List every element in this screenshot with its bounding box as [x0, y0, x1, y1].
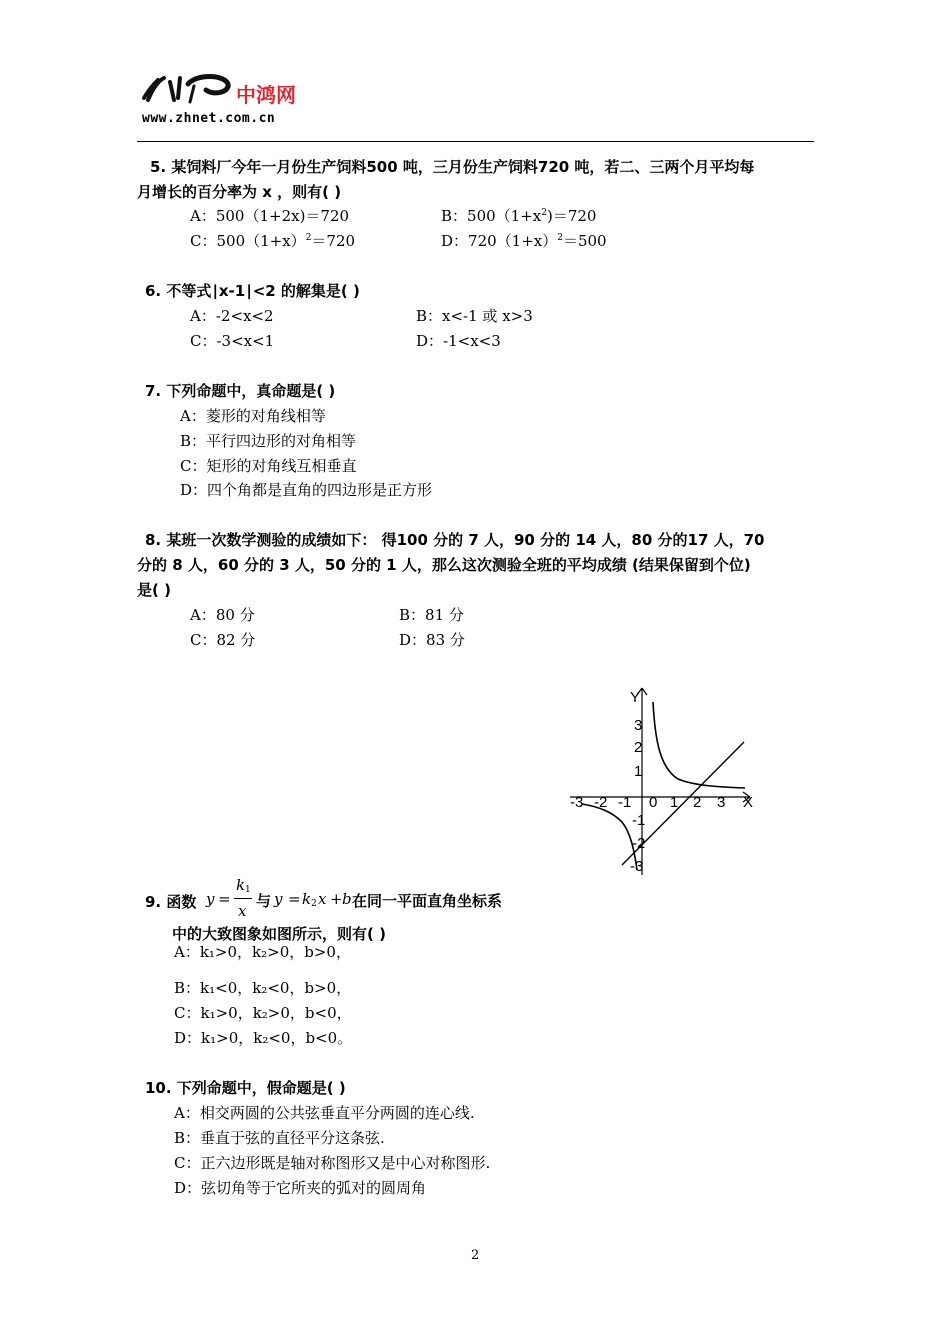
q9-option-d: D：k₁>0，k₂<0，b<0。: [174, 1029, 353, 1047]
function-graph: [560, 680, 770, 880]
q8-option-d: D：83 分: [399, 631, 465, 649]
x-tick-2: 2: [693, 794, 702, 811]
y-tick-neg3: -3: [630, 858, 644, 875]
q6-option-b: B：x<-1 或 x>3: [416, 307, 533, 325]
q8-option-c: C：82 分: [190, 631, 256, 649]
q8-stem-line3: 是( ): [137, 581, 171, 599]
x-tick-3: 3: [717, 794, 726, 811]
q6-option-d: D：-1<x<3: [416, 332, 501, 350]
q5-option-d: D：$720(1+x)^2=500$: [441, 232, 607, 250]
q9-option-a: A：k₁>0，k₂>0，b>0，: [174, 943, 351, 961]
q7-option-b: B：平行四边形的对角相等: [180, 432, 357, 450]
y-axis-label: Y: [630, 689, 641, 706]
q7-stem: 7. 下列命题中，真命题是( ): [145, 382, 336, 400]
q9-option-c: C：k₁>0，k₂>0，b<0，: [174, 1004, 352, 1022]
y-tick-3: 3: [634, 717, 643, 734]
x-tick-neg3: -3: [570, 794, 584, 811]
y-tick-neg1: -1: [632, 812, 646, 829]
q10-option-a: A：相交两圆的公共弦垂直平分两圆的连心线.: [174, 1104, 475, 1122]
q9-stem-line2: 中的大致图象如图所示，则有( ): [172, 925, 386, 943]
y-tick-2: 2: [634, 739, 643, 756]
q10-option-b: B：垂直于弦的直径平分这条弦.: [174, 1129, 385, 1147]
x-tick-1: 1: [670, 794, 679, 811]
q6-option-c: C：-3<x<1: [190, 332, 275, 350]
q5-option-a: A：500（1+2x)＝720: [190, 207, 350, 225]
q9-option-b: B：k₁<0，k₂<0，b>0，: [174, 979, 352, 997]
q10-option-d: D：弦切角等于它所夹的弧对的圆周角: [174, 1179, 427, 1197]
q7-option-d: D：四个角都是直角的四边形是正方形: [180, 481, 433, 499]
q9-number: 9. 函数: [145, 893, 197, 911]
hyperbola-branch-left: [582, 804, 637, 870]
x-tick-neg1: -1: [618, 794, 632, 811]
y-tick-1: 1: [634, 763, 643, 780]
origin-label: 0: [649, 794, 658, 811]
q5-option-c: C：$500(1+x)^2=720$: [190, 232, 356, 250]
q7-option-c: C：矩形的对角线互相垂直: [180, 457, 357, 475]
q8-stem-line1: 8. 某班一次数学测验的成绩如下： 得100 分的 7 人，90 分的 14 人，80 分的17 人，70: [145, 531, 765, 549]
page-number: 2: [471, 1248, 480, 1263]
q8-option-a: A：80 分: [190, 606, 255, 624]
q10-option-c: C：正六边形既是轴对称图形又是中心对称图形.: [174, 1154, 491, 1172]
logo-url: www.zhnet.com.cn: [142, 111, 276, 126]
q5-option-b: B：$500(1+x^2)=720$: [441, 207, 597, 225]
logo-text-cn: 中鸿网: [236, 83, 296, 107]
q5-stem-line2: 月增长的百分率为 x ，则有( ): [137, 183, 342, 201]
q10-stem: 10. 下列命题中，假命题是( ): [145, 1079, 346, 1097]
q8-stem-line2: 分的 8 人，60 分的 3 人，50 分的 1 人，那么这次测验全班的平均成绩 (结果保留到个位): [137, 556, 751, 574]
q5-stem-line1: 5. 某饲料厂今年一月份生产饲料500 吨，三月份生产饲料720 吨，若二、三两个月平均每: [150, 158, 755, 176]
q8-option-b: B：81 分: [399, 606, 464, 624]
q9-formula: y = k 1 x 与 y = k 2 x + b 在同一平面直角坐标系: [206, 876, 503, 920]
x-axis-label: X: [743, 794, 754, 811]
q7-option-a: A：菱形的对角线相等: [180, 407, 326, 425]
x-tick-neg2: -2: [594, 794, 608, 811]
q6-stem: 6. 不等式∣x-1∣<2 的解集是( ): [145, 282, 360, 300]
header-divider: [137, 141, 814, 142]
hyperbola-branch-right: [653, 702, 745, 788]
q6-option-a: A：-2<x<2: [190, 307, 274, 325]
logo-brush-icon: [140, 70, 232, 106]
y-tick-neg2: -2: [632, 835, 646, 852]
